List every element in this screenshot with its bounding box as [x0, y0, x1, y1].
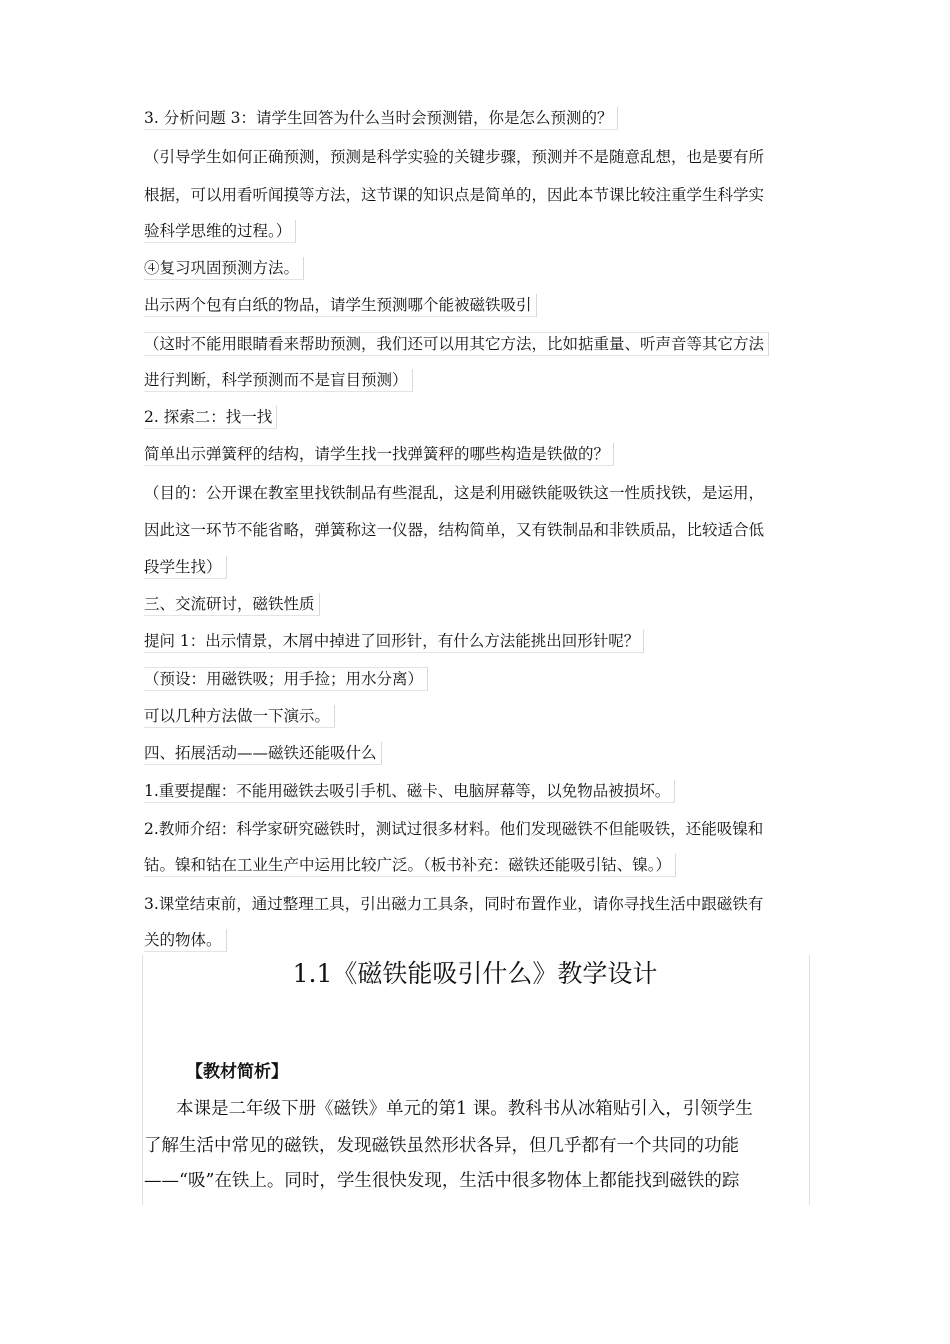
body-line-1: 本课是二年级下册《磁铁》单元的第1 课。教科书从冰箱贴引入，引领学生 [176, 1099, 753, 1119]
text-line-3: 根据，可以用看听闻摸等方法，这节课的知识点是简单的，因此本节课比较注重学生科学实 [144, 186, 765, 204]
text-line-6: 出示两个包有白纸的物品，请学生预测哪个能被磁铁吸引 [144, 294, 537, 317]
text-line-9: 2. 探索二：找一找 [144, 406, 277, 429]
text-line-22: 3.课堂结束前，通过整理工具，引出磁力工具条，同时布置作业，请你寻找生活中跟磁铁有 [144, 895, 764, 913]
text-line-8: 进行判断，科学预测而不是盲目预测） [144, 369, 413, 392]
text-line-12: 因此这一环节不能省略，弹簧称这一仪器，结构简单，又有铁制品和非铁质品，比较适合低 [144, 521, 765, 539]
text-line-17: 可以几种方法做一下演示。 [144, 705, 335, 728]
text-line-15: 提问 1：出示情景，木屑中掉进了回形针，有什么方法能挑出回形针呢？ [144, 630, 644, 653]
text-line-14: 三、交流研讨，磁铁性质 [144, 593, 320, 616]
text-line-23: 关的物体。 [144, 929, 227, 952]
text-line-13: 段学生找） [144, 556, 227, 579]
text-line-18: 四、拓展活动——磁铁还能吸什么 [144, 742, 382, 765]
text-line-5: ④复习巩固预测方法。 [144, 257, 304, 280]
body-line-3: ——“吸”在铁上。同时，学生很快发现，生活中很多物体上都能找到磁铁的踪 [144, 1171, 740, 1191]
text-line-1: 3. 分析问题 3：请学生回答为什么当时会预测错，你是怎么预测的？ [144, 107, 618, 130]
text-line-10: 简单出示弹簧秤的结构，请学生找一找弹簧秤的哪些构造是铁做的？ [144, 443, 614, 466]
text-line-2: （引导学生如何正确预测，预测是科学实验的关键步骤，预测并不是随意乱想，也是要有所 [144, 148, 765, 166]
text-line-16: （预设：用磁铁吸；用手捡；用水分离） [144, 667, 428, 691]
text-line-19: 1.重要提醒：不能用磁铁去吸引手机、磁卡、电脑屏幕等，以免物品被损坏。 [144, 780, 675, 803]
text-line-20: 2.教师介绍：科学家研究磁铁时，测试过很多材料。他们发现磁铁不但能吸铁，还能吸镍和 [144, 820, 764, 838]
text-line-21: 钴。镍和钴在工业生产中运用比较广泛。（板书补充：磁铁还能吸引钴、镍。） [144, 854, 676, 877]
text-line-4: 验科学思维的过程。） [144, 220, 296, 243]
section-heading: 【教材简析】 [186, 1062, 288, 1082]
text-line-7: （这时不能用眼睛看来帮助预测，我们还可以用其它方法，比如掂重量、听声音等其它方法 [144, 332, 769, 356]
body-line-2: 了解生活中常见的磁铁，发现磁铁虽然形状各异，但几乎都有一个共同的功能 [144, 1136, 739, 1156]
document-title: 1.1《磁铁能吸引什么》教学设计 [292, 959, 658, 988]
text-line-11: （目的：公开课在教室里找铁制品有些混乱，这是利用磁铁能吸铁这一性质找铁，是运用， [144, 484, 765, 502]
